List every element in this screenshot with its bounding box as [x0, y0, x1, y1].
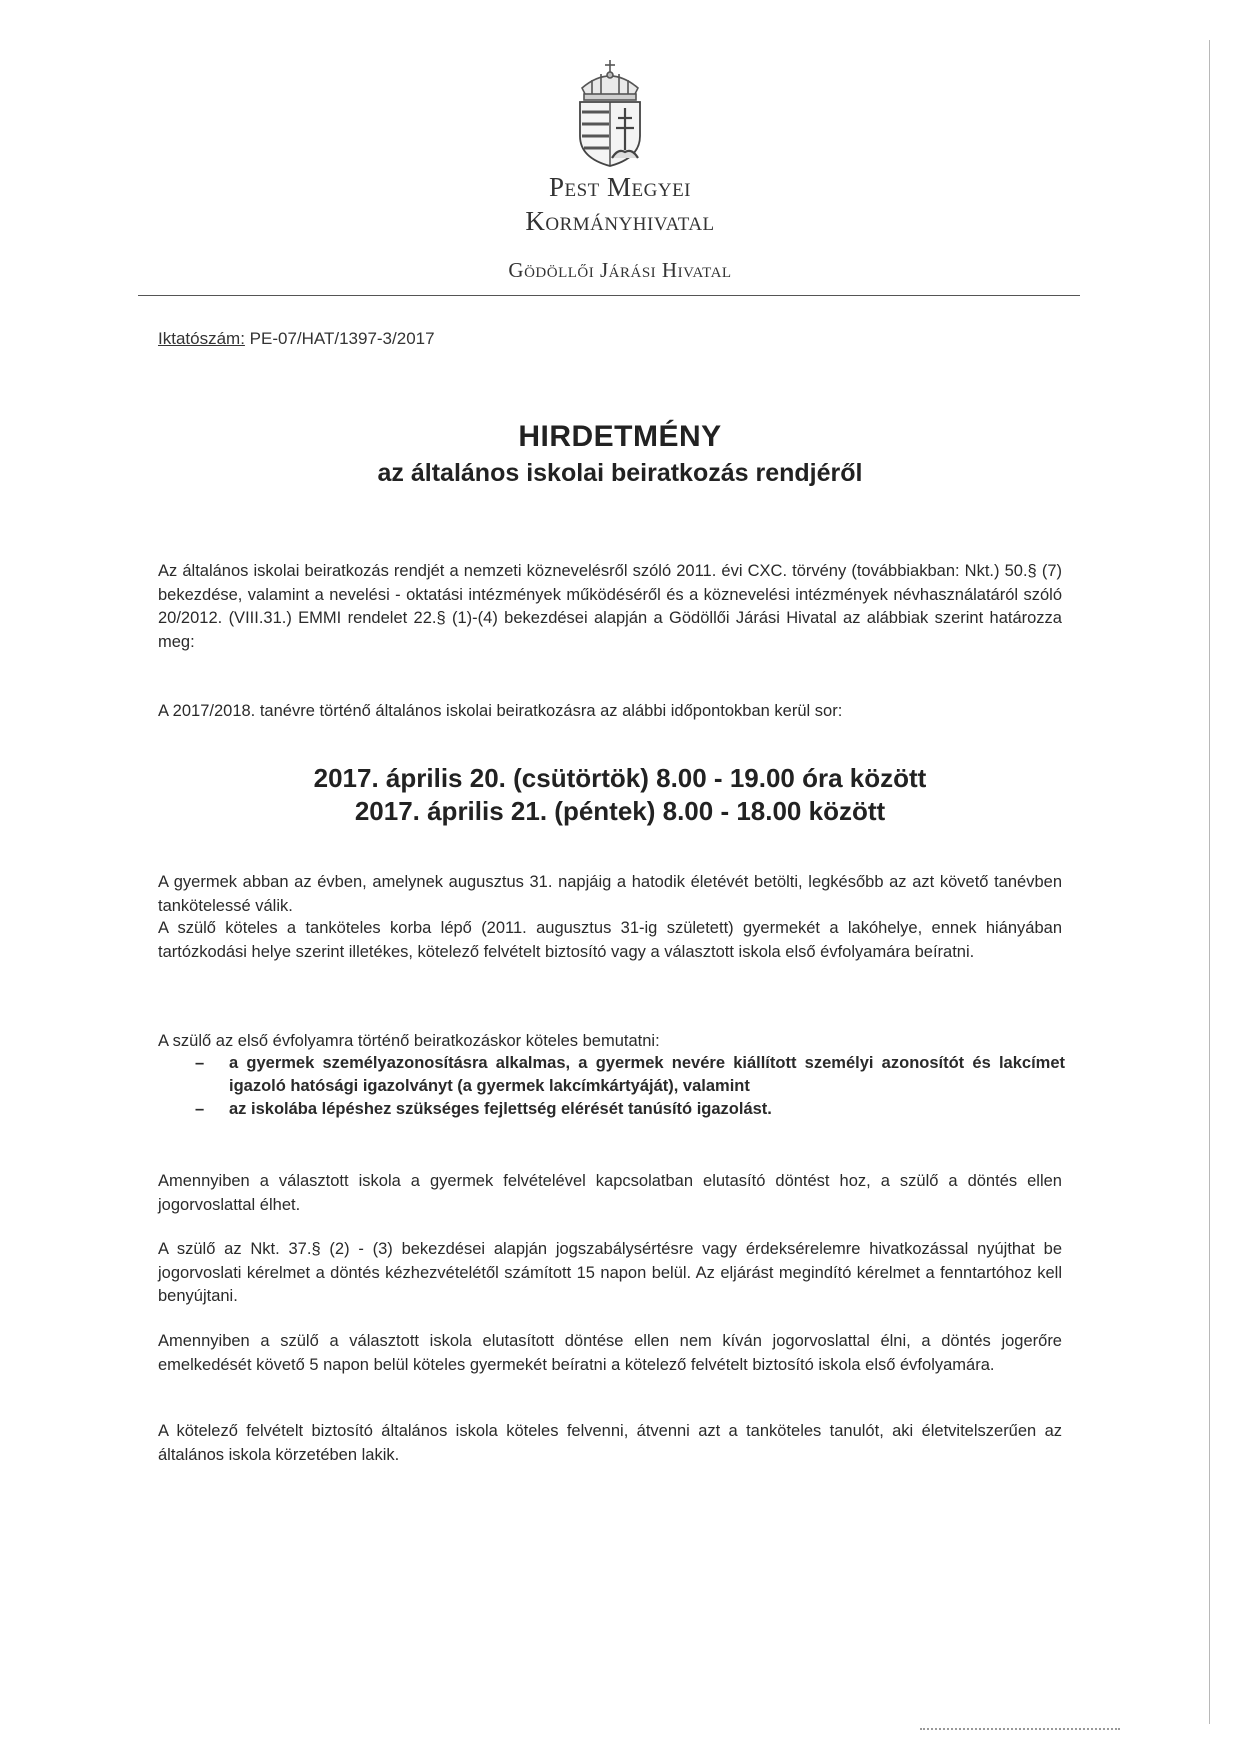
- present-documents-paragraph: A szülő az első évfolyamra történő beiratkozáskor köteles bemutatni:: [158, 1032, 660, 1050]
- enrollment-date-1: 2017. április 20. (csütörtök) 8.00 - 19.00 óra között: [313, 763, 927, 793]
- final-enrollment-paragraph: Amennyiben a szülő a választott iskola elutasított döntése ellen nem kíván jogorvoslattal élni, a döntés jogerőre emelkedését követő 5 napon belül köteles gyermekét beíratni a kötelező felvételt biztosító iskola első évfolyamára.: [158, 1332, 1062, 1374]
- reference-label: Iktatószám:: [158, 329, 245, 348]
- rejection-paragraph: Amennyiben a választott iskola a gyermek felvételével kapcsolatban elutasító döntést hoz, a szülő a döntés ellen jogorvoslattal élhet.: [158, 1172, 1062, 1214]
- coat-of-arms-icon: [568, 58, 652, 168]
- office-name-line-2: Kormányhivatal: [525, 206, 715, 236]
- list-item-text: a gyermek személyazonosításra alkalmas, a gyermek nevére kiállított személyi azonosítót és lakcímet igazoló hatósági igazolványt (a gyermek lakcímkártyáját), valamint: [229, 1054, 1065, 1095]
- reference-number: [158, 329, 435, 349]
- document-subtitle: az általános iskolai beiratkozás rendjéről: [377, 459, 863, 487]
- list-item: [195, 1098, 1065, 1121]
- parent-duty-paragraph: A szülő köteles a tanköteles korba lépő (2011. augusztus 31-ig született) gyermekét a lakóhelye, ennek hiányában tartózkodási helye szerint illetékes, kötelező felvételt biztosító vagy a választott iskola első évfolyamára beíratni.: [158, 919, 1062, 961]
- office-name-line-1: Pest Megyei: [548, 172, 692, 202]
- list-dash: –: [195, 1100, 205, 1118]
- list-dash: –: [195, 1054, 205, 1072]
- list-item: [195, 1052, 1065, 1098]
- footer-scan-marks: [920, 1728, 1120, 1730]
- scan-edge-line: [1209, 40, 1210, 1724]
- reference-value: PE-07/HAT/1397-3/2017: [244, 329, 435, 348]
- required-documents-list: [195, 1052, 1065, 1121]
- intro-paragraph: Az általános iskolai beiratkozás rendjét a nemzeti köznevelésről szóló 2011. évi CXC. törvény (továbbiakban: Nkt.) 50.§ (7) bekezdése, valamint a nevelési - oktatási intézmények működéséről és a köznevelési intézmények névhasználatáról szóló 20/2012. (VIII.31.) EMMI rendelet 22.§ (1)-(4) bekezdései alapján a Gödöllői Járási Hivatal az alábbiak szerint határozza meg:: [158, 562, 1062, 651]
- document-title: HIRDETMÉNY: [518, 420, 722, 453]
- header-divider: [138, 295, 1080, 296]
- age-paragraph: A gyermek abban az évben, amelynek augusztus 31. napjáig a hatodik életévét betölti, legkésőbb az azt követő tanévben tankötelessé válik.: [158, 873, 1062, 915]
- school-year-paragraph: A 2017/2018. tanévre történő általános iskolai beiratkozásra az alábbi időpontokban kerül sor:: [158, 702, 843, 720]
- mandatory-admission-paragraph: A kötelező felvételt biztosító általános iskola köteles felvenni, átvenni azt a tanköteles tanulót, aki életvitelszerűen az általános iskola körzetében lakik.: [158, 1422, 1062, 1464]
- office-name-line-3: Gödöllői Járási Hivatal: [508, 258, 732, 282]
- list-item-text: az iskolába lépéshez szükséges fejlettség elérését tanúsító igazolást.: [229, 1100, 772, 1118]
- legal-remedy-paragraph: A szülő az Nkt. 37.§ (2) - (3) bekezdései alapján jogszabálysértésre vagy érdeksérelemre hivatkozással nyújthat be jogorvoslati kérelmet a döntés kézhezvételétől számított 15 napon belül. Az eljárást megindító kérelmet a fenntartóhoz kell benyújtani.: [158, 1240, 1062, 1305]
- enrollment-date-2: 2017. április 21. (péntek) 8.00 - 18.00 között: [354, 796, 886, 826]
